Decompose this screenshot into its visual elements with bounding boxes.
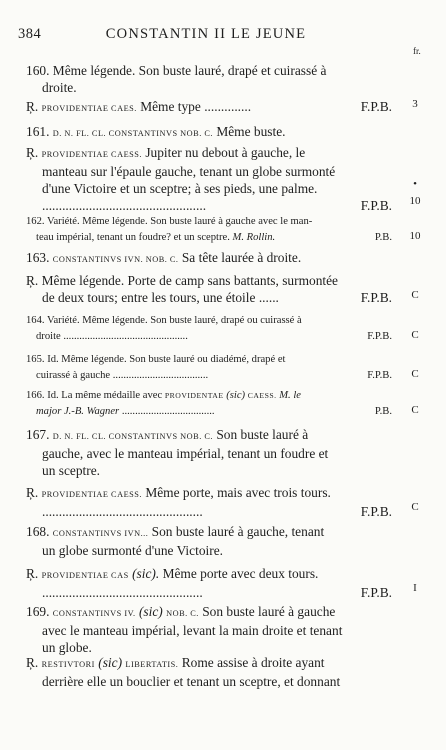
- coin-legend: PROVIDENTIAE CAS: [41, 571, 129, 580]
- entry-text: Même porte, mais avec trois tours.: [145, 485, 331, 500]
- module-label: F.P.B.: [360, 198, 392, 213]
- entry-line: [26, 123, 392, 142]
- entry-text: 166. Id. La même médaille avec: [26, 390, 163, 401]
- dot-leader: ....................................: [112, 370, 209, 381]
- catalogue-entry: [26, 214, 392, 246]
- entry-line: [26, 368, 392, 384]
- italic-note: (sic): [226, 390, 246, 401]
- catalogue-entry: [26, 313, 392, 345]
- entry-text: Sa tête laurée à droite.: [181, 250, 302, 265]
- coin-legend: CONSTANTINVS IVN...: [52, 529, 149, 538]
- coin-legend: CONSTANTINVS IVN. NOB. C.: [52, 255, 179, 264]
- catalogue-entry: [26, 523, 392, 559]
- entry-text: Jupiter nu debout à gauche, le: [145, 145, 306, 160]
- module-label: F.P.B.: [367, 370, 392, 381]
- coin-legend: PROVIDENTIAE CAESS.: [41, 490, 142, 499]
- rarity-mark: •: [413, 178, 417, 190]
- catalogue-entry: [26, 144, 392, 214]
- entry-line: [26, 404, 392, 420]
- entry-text: Ŗ.: [26, 485, 39, 500]
- entry-text: Ŗ.: [26, 145, 39, 160]
- entry-line: [26, 214, 392, 230]
- catalogue-entry: [26, 62, 392, 96]
- coin-legend: D. N. FL. CL. CONSTANTINVS NOB. C.: [52, 129, 213, 138]
- entry-text: un globe.: [42, 640, 92, 655]
- page-number: 384: [18, 26, 42, 42]
- module-label: P.B.: [374, 232, 392, 243]
- entry-text: Son buste lauré à gauche, tenant: [151, 524, 325, 539]
- entry-line: [26, 180, 392, 197]
- catalogue-entry: [26, 98, 392, 117]
- entry-text: cuirassé à gauche: [36, 370, 111, 381]
- entry-text: 165. Id. Même légende. Son buste lauré ou diadémé, drapé et: [26, 354, 286, 365]
- entry-text: Ŗ.: [26, 655, 39, 670]
- rarity-mark: C: [411, 289, 419, 301]
- entry-text: gauche, avec le manteau impérial, tenant un foudre et: [42, 446, 329, 461]
- coin-legend: RESTIVTORI: [41, 660, 95, 669]
- entry-text: droite: [36, 331, 61, 342]
- entry-text: 162. Variété. Même légende. Son buste lauré à gauche avec le man-: [26, 216, 313, 227]
- entry-line: [26, 445, 392, 462]
- entry-line: [26, 584, 392, 601]
- catalogue-entry: [26, 352, 392, 384]
- rarity-mark: I: [413, 582, 417, 594]
- entry-text: 169.: [26, 604, 50, 619]
- entry-line: [26, 249, 392, 268]
- entry-text: Ŗ.: [26, 99, 39, 114]
- catalogue-entry: [26, 272, 392, 306]
- catalogue-entry: [26, 565, 392, 601]
- module-label: F.P.B.: [360, 504, 392, 519]
- entry-line: [26, 163, 392, 180]
- running-title: CONSTANTIN II LE JEUNE: [105, 26, 307, 42]
- rarity-mark: 3: [412, 98, 418, 110]
- entry-text: Ŗ.: [26, 566, 39, 581]
- module-label: F.P.B.: [367, 331, 392, 342]
- entry-line: [26, 654, 392, 673]
- catalogue-entry: [26, 426, 392, 479]
- coin-legend: NOB. C.: [166, 609, 199, 618]
- entry-text: Ŗ. Même légende. Porte de camp sans battants, surmontée: [26, 273, 338, 288]
- entry-line: [26, 565, 392, 584]
- page-header: [18, 26, 394, 46]
- dot-leader: ...................................: [121, 406, 215, 417]
- entry-text: Rome assise à droite ayant: [181, 655, 325, 670]
- entry-line: [26, 484, 392, 503]
- catalogue-entry: [26, 123, 392, 142]
- module-label: F.P.B.: [360, 290, 392, 305]
- entry-line: [26, 426, 392, 445]
- entry-text: un sceptre.: [42, 463, 101, 478]
- rarity-mark: 10: [409, 230, 421, 242]
- dot-leader: ..............: [204, 99, 252, 114]
- entry-text: Son buste lauré à gauche: [202, 604, 336, 619]
- entry-text: 161.: [26, 124, 50, 139]
- catalogue-entry: [26, 249, 392, 268]
- entry-text: 168.: [26, 524, 50, 539]
- entry-text: Son buste lauré à: [216, 427, 309, 442]
- coin-legend: PROVIDENTAE: [164, 391, 224, 400]
- rarity-mark: 10: [409, 195, 421, 207]
- entry-line: [26, 230, 392, 246]
- dot-leader: ...............................................: [63, 331, 188, 342]
- coin-legend: CONSTANTINVS IV.: [52, 609, 136, 618]
- entry-line: [26, 503, 392, 520]
- entry-text: 160. Même légende. Son buste lauré, drapé et cuirassé à: [26, 63, 327, 78]
- entry-line: [26, 462, 392, 479]
- entry-text: avec le manteau impérial, levant la main droite et tenant: [42, 623, 343, 638]
- module-label: F.P.B.: [360, 99, 392, 114]
- collection-note: M. le: [279, 390, 301, 401]
- entry-text: de deux tours; entre les tours, une étoile: [42, 290, 256, 305]
- dot-leader: ......: [258, 290, 279, 305]
- entry-line: [26, 352, 392, 368]
- catalogue-entry: [26, 484, 392, 520]
- rarity-mark: C: [411, 501, 419, 513]
- coin-legend: CAESS.: [247, 391, 277, 400]
- dot-leader: .................................................: [42, 198, 207, 213]
- entry-text: un globe surmonté d'une Victoire.: [42, 543, 223, 558]
- coin-legend: LIBERTATIS.: [125, 660, 179, 669]
- entry-line: [26, 62, 392, 79]
- catalogue-entry: [26, 654, 392, 690]
- module-label: P.B.: [374, 406, 392, 417]
- entry-text: d'une Victoire et un sceptre; à ses pieds, une palme.: [42, 181, 318, 196]
- rarity-column-heading: fr.: [413, 46, 421, 56]
- entry-line: [26, 272, 392, 289]
- rarity-mark: C: [411, 329, 419, 341]
- coin-legend: D. N. FL. CL. CONSTANTINVS NOB. C.: [52, 432, 213, 441]
- italic-note: (sic): [98, 655, 123, 670]
- entry-line: [26, 144, 392, 163]
- entry-line: [26, 622, 392, 639]
- entry-line: [26, 98, 392, 117]
- collection-note: M. Rollin.: [232, 232, 276, 243]
- entry-text: derrière elle un bouclier et tenant un sceptre, et donnant: [42, 674, 341, 689]
- dot-leader: ................................................: [42, 504, 203, 519]
- module-label: F.P.B.: [360, 585, 392, 600]
- italic-note: (sic): [138, 604, 163, 619]
- entry-line: [26, 289, 392, 306]
- coin-legend: PROVIDENTIAE CAES.: [41, 104, 137, 113]
- rarity-mark: C: [411, 404, 419, 416]
- entry-text: manteau sur l'épaule gauche, tenant un globe surmonté: [42, 164, 336, 179]
- entry-line: [26, 673, 392, 690]
- entry-line: [26, 197, 392, 214]
- catalogue-entry: [26, 388, 392, 420]
- entry-line: [26, 329, 392, 345]
- entry-text: Même buste.: [216, 124, 286, 139]
- italic-note: (sic).: [132, 566, 160, 581]
- coin-legend: PROVIDENTIAE CAESS.: [41, 150, 142, 159]
- rarity-mark: C: [411, 368, 419, 380]
- entry-line: [26, 388, 392, 404]
- entry-line: [26, 603, 392, 622]
- entry-text: 163.: [26, 250, 50, 265]
- catalogue-entry: [26, 603, 392, 656]
- entry-line: [26, 523, 392, 542]
- entry-text: teau impérial, tenant un foudre? et un sceptre.: [36, 232, 230, 243]
- dot-leader: ................................................: [42, 585, 203, 600]
- entry-line: [26, 542, 392, 559]
- entry-line: [26, 313, 392, 329]
- entry-text: Même porte avec deux tours.: [162, 566, 319, 581]
- entry-text: droite.: [42, 80, 77, 95]
- collection-note: major J.-B. Wagner: [36, 406, 120, 417]
- entry-text: 164. Variété. Même légende. Son buste lauré, drapé ou cuirassé à: [26, 315, 302, 326]
- entry-line: [26, 79, 392, 96]
- entry-text: 167.: [26, 427, 50, 442]
- entry-text: Même type: [140, 99, 201, 114]
